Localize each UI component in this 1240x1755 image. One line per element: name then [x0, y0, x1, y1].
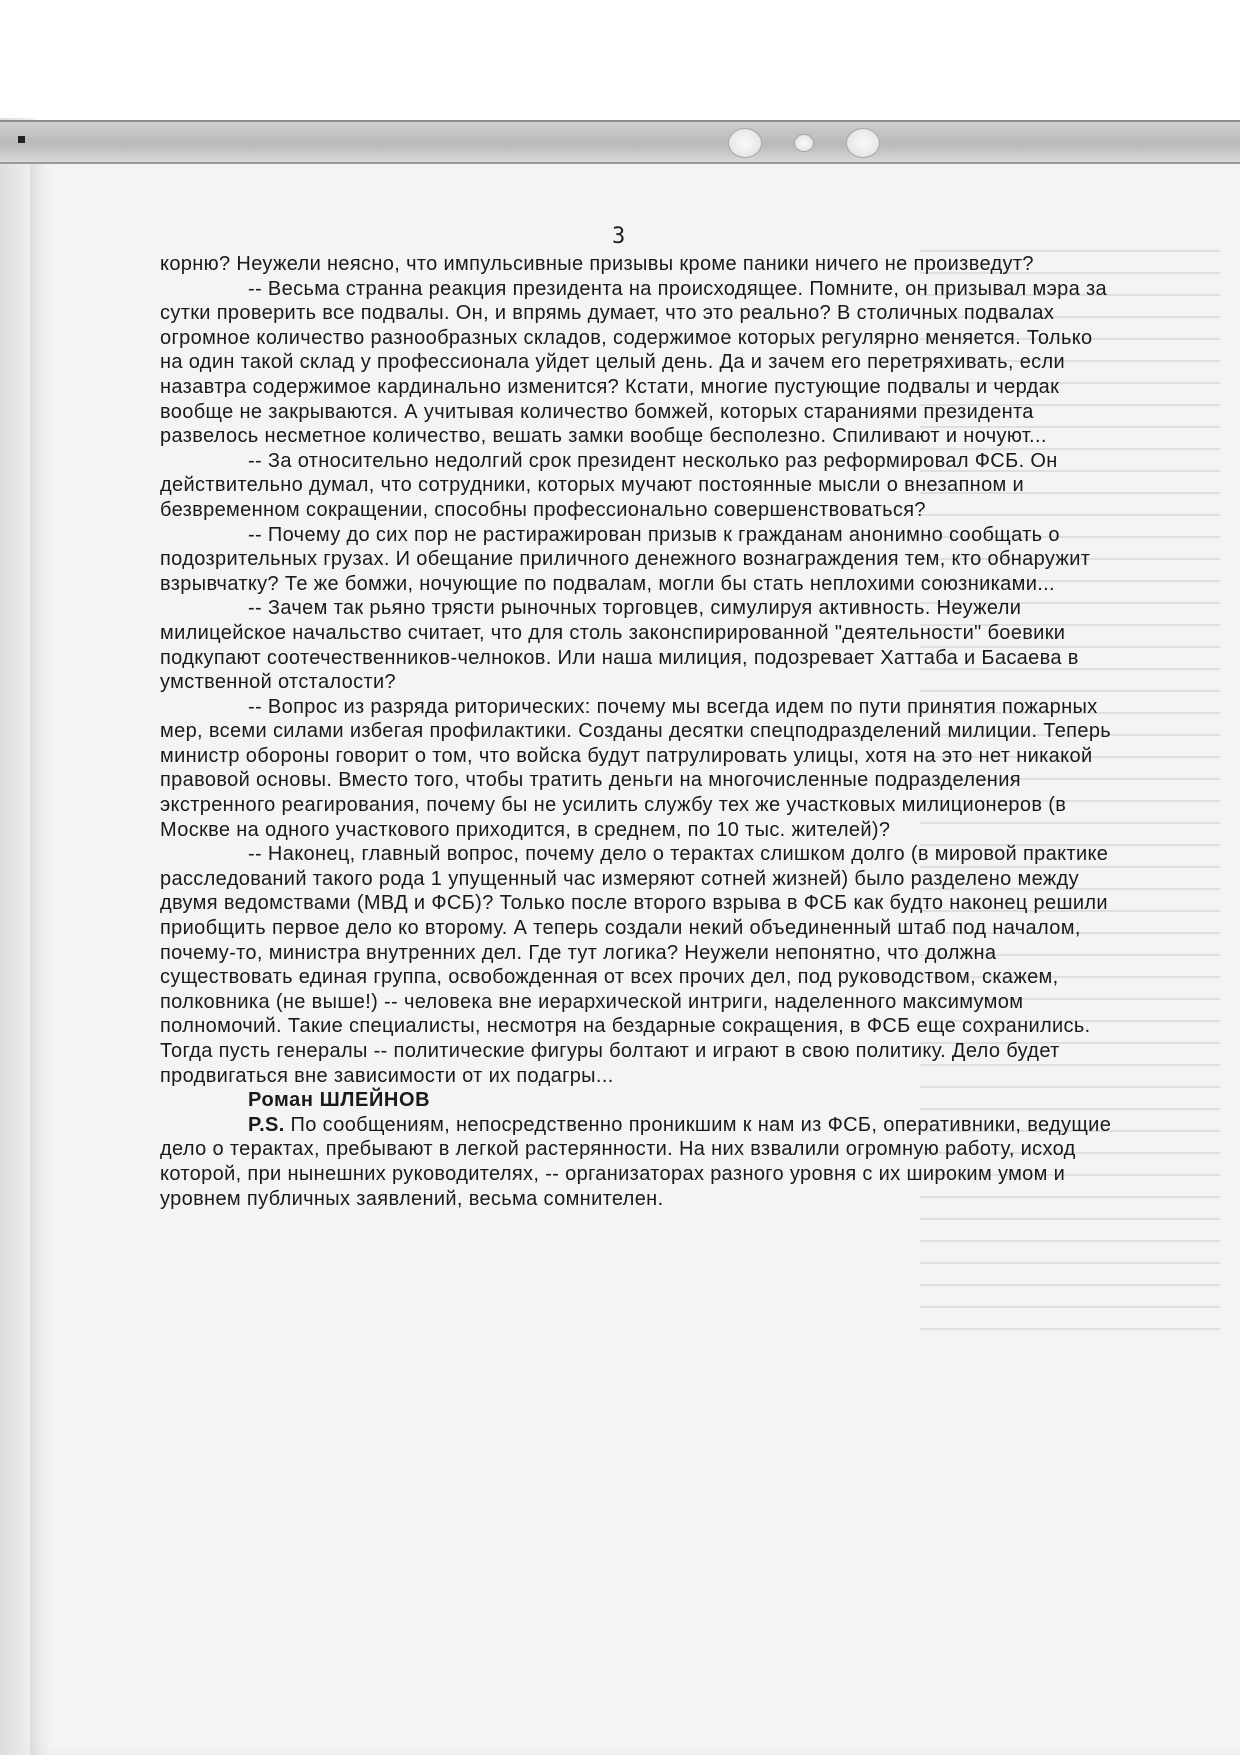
- paragraph: -- Весьма странна реакция президента на происходящее. Помните, он призывал мэра за сутки проверить все подвалы. Он, и впрямь думает, что это реально? В столичных подвалах огромное количество разнообразных складов, содержимое которых регулярно меняется. Только на один такой склад у профессионала уйдет целый день. Да и зачем его перетряхивать, если назавтра содержимое кардинально изменится? Кстати, многие пустующие подвалы и чердак вообще не закрываются. А учитывая количество бомжей, которых стараниями президента развелось несметное количество, вешать замки вообще бесполезно. Спиливают и ночуют...: [160, 277, 1107, 448]
- paragraph: -- За относительно недолгий срок президент несколько раз реформировал ФСБ. Он действительно думал, что сотрудники, которых мучают постоянные мысли о внезапном и безвременном сокращении, способны профессионально совершенствоваться?: [160, 449, 1058, 521]
- binder-marker-icon: [18, 136, 25, 143]
- paragraph: -- Наконец, главный вопрос, почему дело о терактах слишком долго (в мировой практике расследований такого рода 1 упущенный час измеряют сотней жизней) было разделено между двумя ведомствами (МВД и ФСБ)? Только после второго взрыва в ФСБ как будто наконец решили приобщить первое дело ко второму. А теперь создали некий объединенный штаб под началом, почему-то, министра внутренних дел. Где тут логика? Неужели непонятно, что должна существовать единая группа, освобожденная от всех прочих дел, под руководством, скажем, полковника (не выше!) -- человека вне иерархической интриги, наделенного максимумом полномочий. Такие специалисты, несмотря на бездарные сокращения, в ФСБ еще сохранились. Тогда пусть генералы -- политические фигуры болтают и играют в свою политику. Дело будет продвигаться вне зависимости от их подагры...: [160, 843, 1109, 1087]
- page-number: 3: [612, 224, 626, 249]
- postscript: [160, 1113, 1120, 1211]
- paragraph: корню? Неужели неясно, что импульсивные призывы кроме паники ничего не произведут?: [160, 253, 1034, 275]
- binder-strip: [0, 120, 1240, 164]
- binder-hole-icon: [728, 128, 762, 158]
- article-body: [160, 252, 1120, 1211]
- author-signature: Роман ШЛЕЙНОВ: [248, 1089, 431, 1112]
- binder-hole-icon: [846, 128, 880, 158]
- postscript-text: По сообщениям, непосредственно проникшим к нам из ФСБ, оперативники, ведущие дело о терактах, пребывают в легкой растерянности. На них взвалили огромную работу, исход которой, при нынешних руководителях, -- организаторах разного уровня с их широким умом и уровнем публичных заявлений, весьма сомнителен.: [160, 1113, 1112, 1210]
- postscript-label: P.S.: [248, 1113, 285, 1136]
- paragraph: -- Почему до сих пор не растиражирован призыв к гражданам анонимно сообщать о подозрительных грузах. И обещание приличного денежного вознаграждения тем, кто обнаружит взрывчатку? Те же бомжи, ночующие по подвалам, могли бы стать неплохими союзниками...: [160, 523, 1091, 595]
- binder-hole-small-icon: [794, 134, 814, 152]
- paragraph: -- Вопрос из разряда риторических: почему мы всегда идем по пути принятия пожарных мер, всеми силами избегая профилактики. Созданы десятки спецподразделений милиции. Теперь министр обороны говорит о том, что войска будут патрулировать улицы, хотя на это нет никакой правовой основы. Вместо того, чтобы тратить деньги на многочисленные подразделения экстренного реагирования, почему бы не усилить службу тех же участковых милиционеров (в Москве на одного участкового приходится, в среднем, по 10 тыс. жителей)?: [160, 695, 1112, 841]
- paragraph: -- Зачем так рьяно трясти рыночных торговцев, симулируя активность. Неужели милицейское начальство считает, что для столь законспирированной "деятельности" боевики подкупают соотечественников-челноков. Или наша милиция, подозревает Хаттаба и Басаева в умственной отсталости?: [160, 597, 1079, 694]
